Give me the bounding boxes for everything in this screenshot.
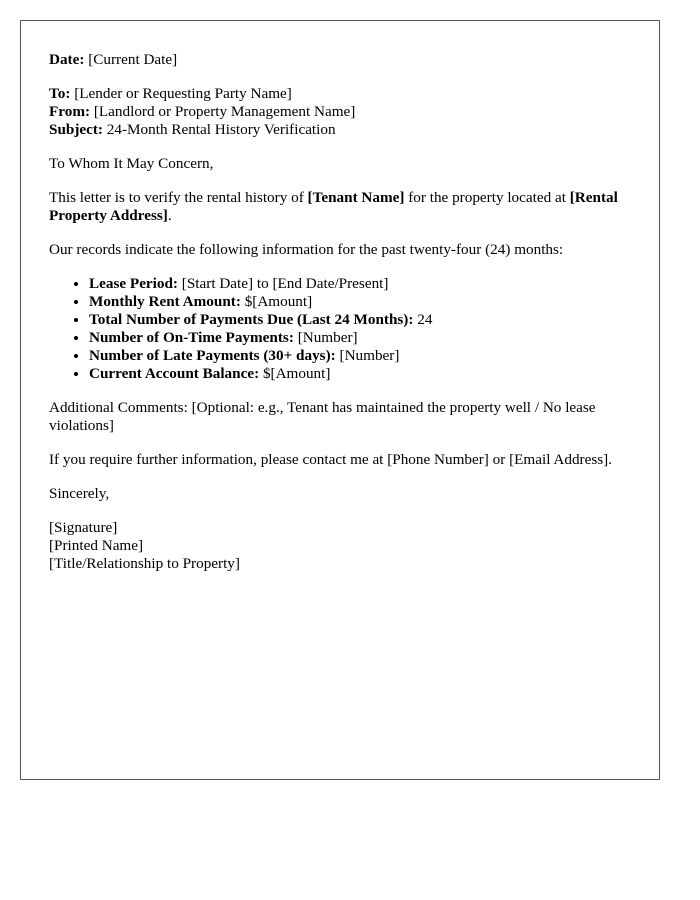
signer-title: [Title/Relationship to Property]	[49, 555, 240, 572]
salutation: To Whom It May Concern,	[49, 155, 214, 172]
subject-label: Subject:	[49, 121, 103, 138]
intro-text-1: This letter is to verify the rental history of	[49, 189, 308, 206]
printed-name: [Printed Name]	[49, 537, 144, 554]
record-label: Number of On-Time Payments:	[89, 329, 294, 346]
record-label: Total Number of Payments Due (Last 24 Months):	[89, 311, 414, 328]
list-item	[89, 275, 631, 293]
intro-text-2: for the property located at	[404, 189, 570, 206]
record-label: Current Account Balance:	[89, 365, 260, 382]
record-label: Monthly Rent Amount:	[89, 293, 241, 310]
from-line	[49, 103, 631, 121]
date-label: Date:	[49, 51, 85, 68]
subject-line	[49, 121, 631, 139]
intro-text-end: .	[167, 207, 172, 224]
record-value: [Number]	[293, 329, 358, 346]
list-item	[89, 293, 631, 311]
records-list	[49, 275, 631, 383]
record-value: $[Amount]	[240, 293, 313, 310]
list-item	[89, 329, 631, 347]
to-label: To:	[49, 85, 71, 102]
record-value: [Number]	[335, 347, 400, 364]
to-value: [Lender or Requesting Party Name]	[74, 85, 292, 102]
signature-block	[49, 519, 631, 573]
record-value: 24	[413, 311, 433, 328]
tenant-name: [Tenant Name]	[307, 189, 405, 206]
letter-page	[20, 20, 660, 780]
record-value: $[Amount]	[259, 365, 331, 382]
list-item	[89, 365, 631, 383]
closing: Sincerely,	[49, 485, 110, 502]
record-label: Lease Period:	[89, 275, 178, 292]
record-value: [Start Date] to [End Date/Present]	[178, 275, 389, 292]
address-block	[49, 85, 631, 139]
intro-paragraph	[49, 189, 631, 225]
signature-placeholder: [Signature]	[49, 519, 118, 536]
date-value: [Current Date]	[88, 51, 178, 68]
list-item	[89, 311, 631, 329]
date-line	[49, 51, 631, 69]
records-intro: Our records indicate the following information for the past twenty-four (24) months:	[49, 241, 564, 258]
from-label: From:	[49, 103, 91, 120]
property-address: [Rental Property Address]	[49, 189, 618, 224]
record-label: Number of Late Payments (30+ days):	[89, 347, 336, 364]
contact-paragraph: If you require further information, please contact me at [Phone Number] or [Email Address].	[49, 451, 613, 468]
from-value: [Landlord or Property Management Name]	[93, 103, 356, 120]
list-item	[89, 347, 631, 365]
additional-comments: Additional Comments: [Optional: e.g., Tenant has maintained the property well / No lease violations]	[49, 399, 596, 434]
subject-value: 24-Month Rental History Verification	[106, 121, 336, 138]
to-line	[49, 85, 631, 103]
